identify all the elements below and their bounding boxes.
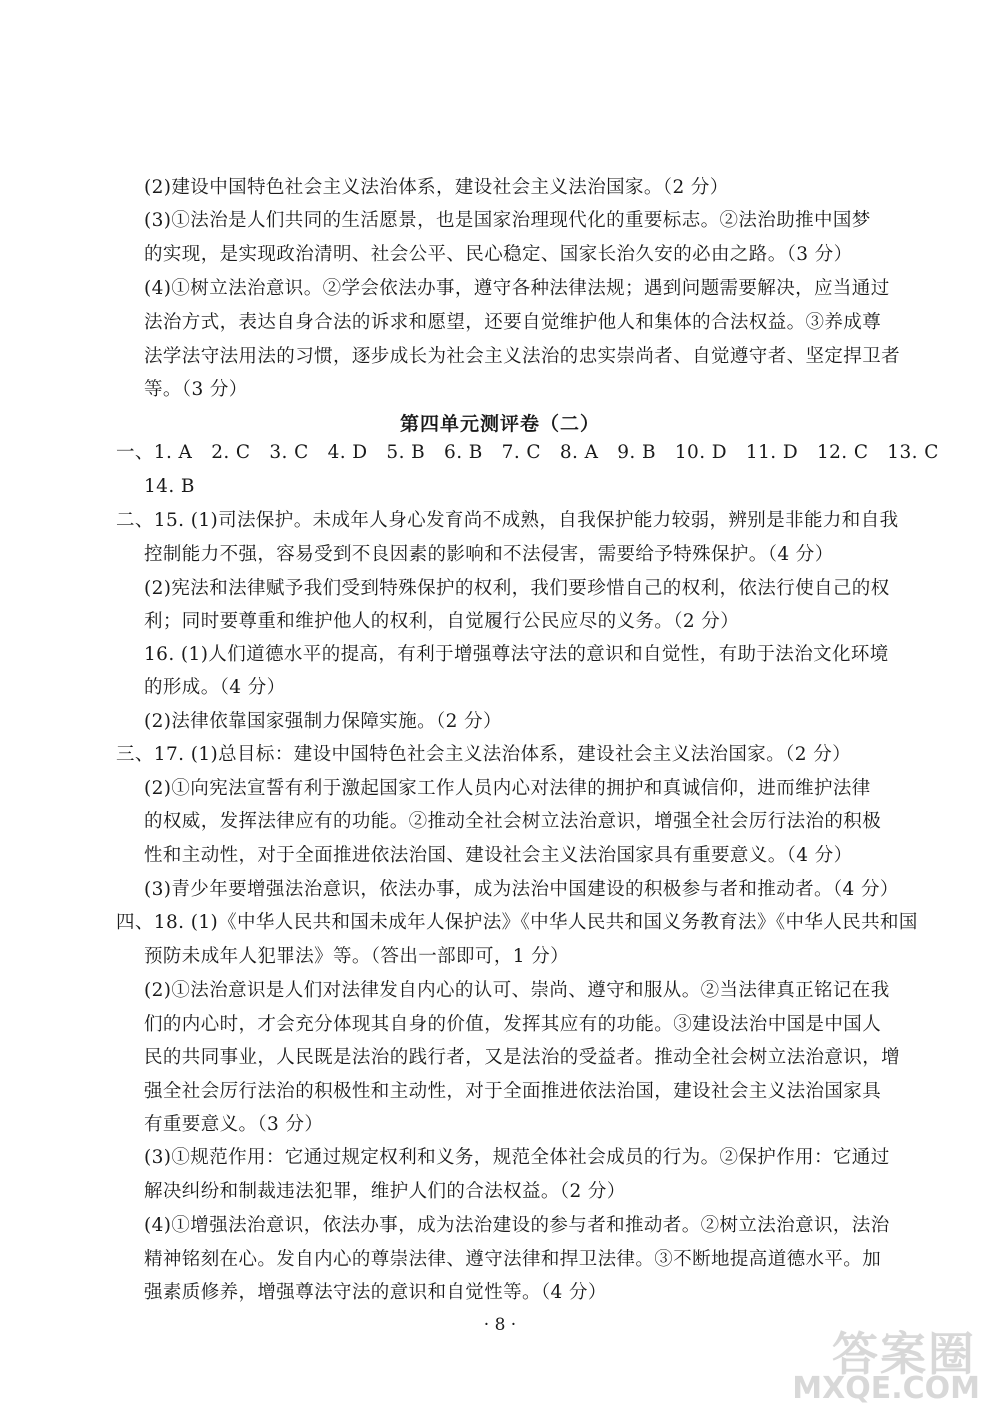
answer-line: 等。（3 分） (144, 379, 248, 400)
answer-line: 16. (1)人们道德水平的提高，有利于增强尊法守法的意识和自觉性，有助于法治文化环境 (144, 644, 889, 665)
answer-line: (3)①规范作用：它通过规定权利和义务，规范全体社会成员的行为。②保护作用：它通过 (144, 1147, 890, 1168)
answer-line: (4)①增强法治意识，依法办事，成为法治建设的参与者和推动者。②树立法治意识，法治 (144, 1215, 890, 1236)
answer-line: 性和主动性，对于全面推进依法治国、建设社会主义法治国家具有重要意义。（4 分） (144, 845, 853, 866)
watermark-logo: 答案圈 (832, 1327, 976, 1381)
answer-line: 有重要意义。（3 分） (144, 1114, 324, 1135)
answer-line: 14. B (144, 476, 195, 497)
answer-line: 强素质修养，增强尊法守法的意识和自觉性等。（4 分） (144, 1282, 607, 1303)
answer-line: 四、18. (1)《中华人民共和国未成年人保护法》《中华人民共和国义务教育法》《中华人民共和国 (116, 912, 918, 933)
answer-line: 利；同时要尊重和维护他人的权利，自觉履行公民应尽的义务。（2 分） (144, 611, 740, 632)
answer-line: 强全社会厉行法治的积极性和主动性，对于全面推进依法治国，建设社会主义法治国家具 (144, 1081, 882, 1102)
answer-line: 三、17. (1)总目标：建设中国特色社会主义法治体系，建设社会主义法治国家。（2 分） (116, 744, 852, 765)
answer-line: (2)①法治意识是人们对法律发自内心的认可、崇尚、遵守和服从。②当法律真正铭记在我 (144, 980, 890, 1001)
answer-line: 的实现，是实现政治清明、社会公平、民心稳定、国家长治久安的必由之路。（3 分） (144, 244, 853, 265)
answer-line: (2)宪法和法律赋予我们受到特殊保护的权利，我们要珍惜自己的权利，依法行使自己的权 (144, 578, 890, 599)
answer-line: 解决纠纷和制裁违法犯罪，维护人们的合法权益。（2 分） (144, 1181, 626, 1202)
answer-line: (2)法律依靠国家强制力保障实施。（2 分） (144, 711, 502, 732)
answer-line: 预防未成年人犯罪法》等。（答出一部即可，1 分） (144, 946, 570, 967)
watermark-url: MXQE.COM (792, 1371, 980, 1406)
answer-line: 精神铭刻在心。发自内心的尊崇法律、遵守法律和捍卫法律。③不断地提高道德水平。加 (144, 1249, 882, 1270)
answer-line: (3)①法治是人们共同的生活愿景，也是国家治理现代化的重要标志。②法治助推中国梦 (144, 210, 871, 231)
answer-line: 的形成。（4 分） (144, 677, 286, 698)
section-title: 第四单元测评卷（二） (399, 413, 600, 435)
answer-line: 的权威，发挥法律应有的功能。②推动全社会树立法治意识，增强全社会厉行法治的积极 (144, 811, 882, 832)
watermark (774, 1318, 984, 1406)
answer-line: (4)①树立法治意识。②学会依法办事，遵守各种法律法规；遇到问题需要解决，应当通过 (144, 278, 890, 299)
answer-line: 控制能力不强，容易受到不良因素的影响和不法侵害，需要给予特殊保护。（4 分） (144, 544, 834, 565)
answer-line: 法学法守法用法的习惯，逐步成长为社会主义法治的忠实崇尚者、自觉遵守者、坚定捍卫者 (144, 346, 901, 367)
answer-line: 法治方式，表达自身合法的诉求和愿望，还要自觉维护他人和集体的合法权益。③养成尊 (144, 312, 882, 333)
answer-line: 二、15. (1)司法保护。未成年人身心发育尚不成熟，自我保护能力较弱，辨别是非能力和自我 (116, 510, 899, 531)
answer-line: (3)青少年要增强法治意识，依法办事，成为法治中国建设的积极参与者和推动者。（4 分） (144, 879, 899, 900)
answer-line: (2)①向宪法宣誓有利于激起国家工作人员内心对法律的拥护和真诚信仰，进而维护法律 (144, 778, 871, 799)
answer-line: 民的共同事业，人民既是法治的践行者，又是法治的受益者。推动全社会树立法治意识，增 (144, 1047, 901, 1068)
answer-line: 们的内心时，才会充分体现其自身的价值，发挥其应有的功能。③建设法治中国是中国人 (144, 1014, 882, 1035)
page-number: · 8 · (483, 1315, 517, 1335)
answer-line: (2)建设中国特色社会主义法治体系，建设社会主义法治国家。（2 分） (144, 177, 729, 198)
answer-line: 一、1. A 2. C 3. C 4. D 5. B 6. B 7. C 8. A 9. B 10. D 11. D 12. C 13. C (116, 442, 939, 463)
